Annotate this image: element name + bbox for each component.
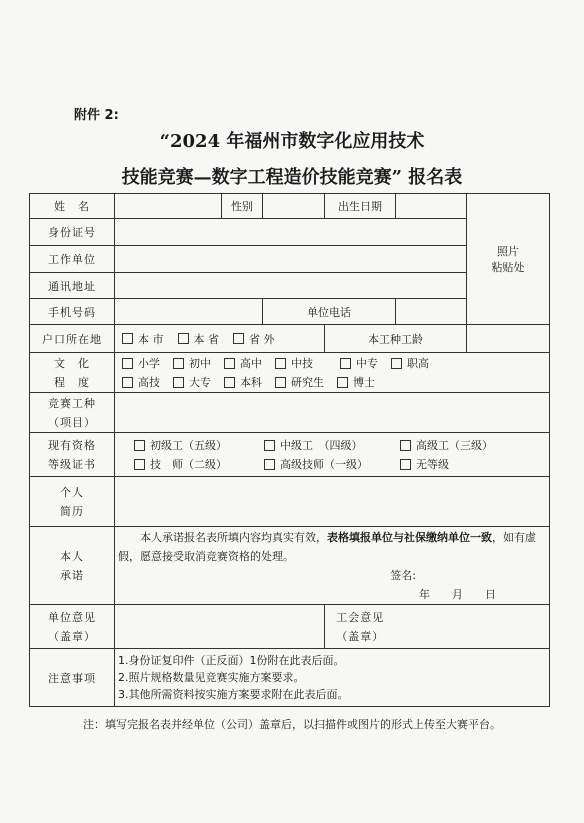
cert-option[interactable]: 中级工 （四级）	[264, 436, 400, 455]
hukou-label: 户口所在地	[30, 325, 115, 353]
education-option[interactable]: 大专	[173, 373, 211, 392]
checkbox-icon	[400, 440, 411, 451]
checkbox-icon	[122, 358, 133, 369]
checkbox-icon	[264, 440, 275, 451]
education-option[interactable]: 小学	[122, 354, 160, 373]
education-label: 文 化 程 度	[30, 353, 115, 393]
title-line-2: 技能竞赛—数字工程造价技能竞赛” 报名表	[121, 167, 463, 188]
checkbox-icon	[264, 459, 275, 470]
employer-field[interactable]	[115, 246, 467, 273]
union-opinion-field[interactable]	[396, 605, 550, 649]
checkbox-icon	[122, 333, 133, 344]
checkbox-icon	[275, 377, 286, 388]
checkbox-icon	[233, 333, 244, 344]
gender-field[interactable]	[263, 194, 325, 219]
unit-phone-label: 单位电话	[263, 299, 396, 325]
note-item: 2.照片规格数量见竞赛实施方案要求。	[118, 671, 305, 684]
unit-phone-field[interactable]	[396, 299, 467, 325]
union-opinion-label: 工会意见 （盖章）	[325, 605, 396, 649]
mobile-field[interactable]	[115, 299, 263, 325]
id-label: 身份证号	[30, 219, 115, 246]
education-option[interactable]: 中专	[340, 354, 378, 373]
employer-label: 工作单位	[30, 246, 115, 273]
note-item: 1.身份证复印件（正反面）1份附在此表后面。	[118, 654, 345, 667]
checkbox-icon	[275, 358, 286, 369]
pledge-cell	[115, 527, 550, 605]
photo-area[interactable]	[467, 194, 550, 325]
seniority-field[interactable]	[467, 325, 550, 353]
education-option[interactable]: 研究生	[275, 373, 324, 392]
cert-options	[115, 433, 550, 477]
checkbox-icon	[224, 358, 235, 369]
checkbox-icon	[134, 459, 145, 470]
birth-label: 出生日期	[325, 194, 396, 219]
cert-option[interactable]: 高级技师（一级）	[264, 455, 400, 474]
cert-option[interactable]: 初级工（五级）	[134, 436, 264, 455]
education-option[interactable]: 职高	[391, 354, 429, 373]
education-option[interactable]: 博士	[337, 373, 375, 392]
education-option[interactable]: 本科	[224, 373, 262, 392]
checkbox-icon	[134, 440, 145, 451]
sign-label: 签名:	[390, 568, 416, 582]
checkbox-icon	[391, 358, 402, 369]
hukou-options	[115, 325, 325, 353]
checkbox-icon	[173, 377, 184, 388]
date-text: 年 月 日	[419, 587, 496, 601]
education-option[interactable]: 初中	[173, 354, 211, 373]
address-label: 通讯地址	[30, 273, 115, 299]
checkbox-icon	[337, 377, 348, 388]
hukou-option[interactable]: 省 外	[233, 331, 275, 347]
education-options	[115, 353, 550, 393]
resume-label: 个人 简历	[30, 477, 115, 527]
registration-form	[29, 193, 550, 707]
photo-label-2: 粘贴处	[491, 261, 525, 274]
hukou-option[interactable]: 本 省	[178, 331, 220, 347]
checkbox-icon	[178, 333, 189, 344]
checkbox-icon	[400, 459, 411, 470]
trade-label: 竞赛工种 （项目）	[30, 393, 115, 433]
education-option[interactable]: 中技	[275, 354, 313, 373]
pledge-text: 本人承诺报名表所填内容均真实有效，表格填报单位与社保缴纳单位一致，如有虚假，愿意接受取消竞赛资格的处理。	[118, 530, 536, 563]
trade-field[interactable]	[115, 393, 550, 433]
checkbox-icon	[340, 358, 351, 369]
notes-label: 注意事项	[30, 649, 115, 707]
checkbox-icon	[122, 377, 133, 388]
checkbox-icon	[173, 358, 184, 369]
checkbox-icon	[224, 377, 235, 388]
cert-label: 现有资格 等级证书	[30, 433, 115, 477]
note-item: 3.其他所需资料按实施方案要求附在此表后面。	[118, 688, 349, 701]
cert-option[interactable]: 技 师（二级）	[134, 455, 264, 474]
mobile-label: 手机号码	[30, 299, 115, 325]
cert-option[interactable]: 高级工（三级）	[400, 436, 520, 455]
pledge-label: 本人 承诺	[30, 527, 115, 605]
resume-field[interactable]	[115, 477, 550, 527]
id-field[interactable]	[115, 219, 467, 246]
notes-list	[115, 649, 550, 707]
photo-label-1: 照片	[497, 245, 519, 258]
name-label: 姓 名	[30, 194, 115, 219]
cert-option[interactable]: 无等级	[400, 455, 520, 474]
name-field[interactable]	[115, 194, 222, 219]
attachment-label: 附件 2:	[74, 108, 119, 123]
title-line-1: “2024 年福州市数字化应用技术	[159, 131, 425, 152]
footnote: 注：填写完报名表并经单位（公司）盖章后，以扫描件或图片的形式上传至大赛平台。	[83, 718, 501, 731]
gender-label: 性别	[222, 194, 263, 219]
address-field[interactable]	[115, 273, 467, 299]
unit-opinion-field[interactable]	[115, 605, 325, 649]
hukou-option[interactable]: 本 市	[122, 331, 164, 347]
education-option[interactable]: 高中	[224, 354, 262, 373]
birth-field[interactable]	[396, 194, 467, 219]
unit-opinion-label: 单位意见 （盖章）	[30, 605, 115, 649]
education-option[interactable]: 高技	[122, 373, 160, 392]
seniority-label: 本工种工龄	[325, 325, 467, 353]
